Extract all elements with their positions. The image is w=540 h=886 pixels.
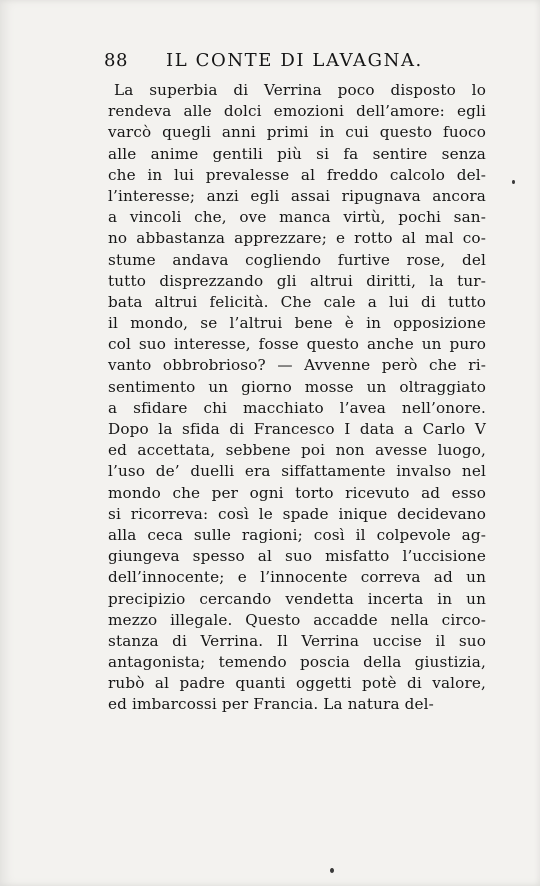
text-line: Dopo la sfida di Francesco I data a Carlo V [108,420,486,438]
text-line: si ricorreva: così le spade inique decidevano [108,504,486,523]
text-line: sentimento un giorno mosse un oltraggiato [108,377,486,396]
text-line: varcò quegli anni primi in cui questo fuoco [108,123,486,142]
page-number: 88 [104,50,128,71]
text-line: mondo che per ogni torto ricevuto ad esso [108,483,486,502]
text-line: l’uso de’ duelli era siffattamente invalso nel [108,462,486,481]
text-line: no abbastanza apprezzare; e rotto al mal co- [108,229,486,248]
text-line: bata altrui felicità. Che cale a lui di tutto [108,292,486,311]
text-line: ed imbarcossi per Francia. La natura del- [108,695,434,714]
running-header [104,44,484,76]
running-title: IL CONTE DI LAVAGNA. [166,50,423,71]
text-line: stanza di Verrina. Il Verrina uccise il suo [108,631,486,650]
text-line: vanto obbrobrioso? — Avvenne però che ri- [108,356,486,375]
paper-speck [330,868,334,873]
text-line: rubò al padre quanti oggetti potè di valore, [108,674,486,693]
text-line: col suo interesse, fosse questo anche un puro [108,335,486,354]
paper-speck [512,180,515,184]
text-line: dell’innocente; e l’innocente correva ad un [108,568,486,587]
text-line: mezzo illegale. Questo accadde nella circo- [108,610,486,629]
text-line: a sfidare chi macchiato l’avea nell’onore. [108,398,486,417]
text-line: ed accettata, sebbene poi non avesse luogo, [108,441,486,460]
text-line: alla ceca sulle ragioni; così il colpevole ag- [108,525,486,544]
text-line: l’interesse; anzi egli assai ripugnava ancora [108,186,486,205]
text-line: antagonista; temendo poscia della giustizia, [108,653,486,672]
text-line: stume andava cogliendo furtive rose, del [108,250,486,269]
text-line: La superbia di Verrina poco disposto lo [114,81,486,99]
text-line: tutto disprezzando gli altrui diritti, la tur- [108,271,486,290]
text-line: alle anime gentili più si fa sentire senza [108,144,486,163]
body-text [108,80,486,716]
text-line: il mondo, se l’altrui bene è in opposizione [108,314,486,333]
text-line: rendeva alle dolci emozioni dell’amore: egli [108,102,486,121]
text-line: a vincoli che, ove manca virtù, pochi san- [108,208,486,227]
text-line: giungeva spesso al suo misfatto l’uccisione [108,547,486,566]
text-line: che in lui prevalesse al freddo calcolo del- [108,165,486,184]
text-line: precipizio cercando vendetta incerta in un [108,589,486,608]
